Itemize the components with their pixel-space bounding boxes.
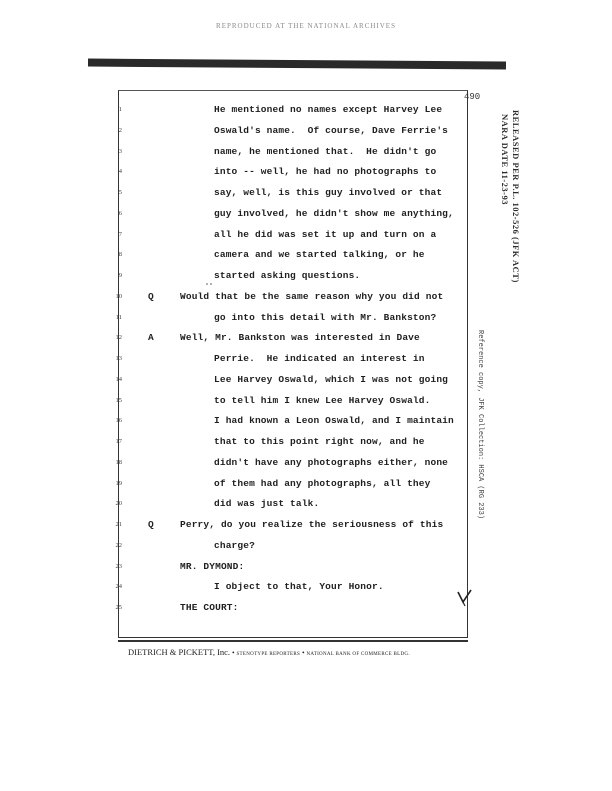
bottom-rule [118, 640, 468, 642]
transcript-line: I object to that, Your Honor. [214, 581, 384, 593]
transcript-line: MR. DYMOND: [180, 560, 245, 572]
transcript-line: go into this detail with Mr. Bankston? [214, 311, 437, 323]
transcript-line: of them had any photographs, all they [214, 477, 431, 489]
transcript-line: Perrie. He indicated an interest in [214, 353, 425, 364]
line-number: 20 [115, 500, 122, 508]
top-bar [88, 59, 506, 70]
page-number: 490 [464, 92, 481, 102]
line-number: 21 [115, 521, 122, 528]
line-number: 10 [115, 292, 122, 300]
line-number: 22 [115, 541, 122, 549]
line-number: 13 [115, 355, 122, 362]
transcript-line: say, well, is this guy involved or that [214, 187, 443, 198]
footer-separator: • [301, 648, 305, 657]
line-number: 7 [118, 230, 122, 238]
line-number: 17 [115, 438, 122, 445]
speaker-marker: Q [148, 290, 154, 302]
line-number: 16 [115, 417, 122, 425]
transcript-line: started asking questions. [214, 270, 361, 281]
line-number: 11 [115, 313, 122, 321]
transcript-line: Oswald's name. Of course, Dave Ferrie's [214, 124, 449, 136]
line-number: 2 [118, 126, 122, 134]
transcript-line: all he did was set it up and turn on a [214, 228, 437, 240]
firm-name: DIETRICH & PICKETT, Inc. [128, 647, 231, 657]
line-number: 1 [118, 106, 122, 113]
release-stamp-line2: NARA DATE 11-23-93 [500, 114, 510, 206]
transcript-line: camera and we started talking, or he [214, 249, 425, 261]
transcript-line: Perry, do you realize the seriousness of this [180, 519, 444, 530]
transcript-line: Well, Mr. Bankston was interested in Dave [180, 332, 420, 344]
footer-separator: • [231, 648, 235, 657]
transcript-line: Lee Harvey Oswald, which I was not going [214, 373, 449, 385]
margin-check-mark [456, 588, 474, 608]
line-number: 15 [115, 396, 122, 404]
line-number: 24 [115, 583, 122, 591]
transcript-line: guy involved, he didn't show me anything, [214, 207, 454, 219]
speaker-marker: A [148, 332, 154, 344]
footer-address: NATIONAL BANK OF COMMERCE BLDG. [306, 652, 410, 657]
line-number: 9 [118, 272, 122, 279]
line-number: 23 [115, 562, 122, 570]
line-number: 12 [115, 334, 122, 342]
line-number: 19 [115, 479, 122, 487]
release-stamp-line1: RELEASED PER P.L. 102-526 (JFK ACT) [511, 110, 521, 283]
reporter-footer [128, 647, 468, 657]
line-number: 18 [115, 458, 122, 466]
archive-header: REPRODUCED AT THE NATIONAL ARCHIVES [216, 22, 396, 30]
line-number: 6 [118, 209, 122, 217]
transcript-line: to tell him I knew Lee Harvey Oswald. [214, 394, 431, 406]
line-number: 3 [118, 147, 122, 155]
speaker-marker: Q [148, 519, 154, 530]
line-number: 8 [118, 251, 122, 259]
transcript-line: He mentioned no names except Harvey Lee [214, 104, 443, 115]
scan-speck [205, 273, 213, 277]
transcript-line: didn't have any photographs either, none [214, 456, 449, 468]
line-number: 14 [115, 375, 122, 383]
transcript-line: I had known a Leon Oswald, and I maintain [214, 415, 454, 427]
transcript-line: Would that be the same reason why you did not [180, 290, 444, 302]
line-number: 5 [118, 189, 122, 196]
transcript-line: did was just talk. [214, 498, 320, 510]
line-number: 4 [118, 168, 122, 176]
transcript-line: into -- well, he had no photographs to [214, 166, 437, 178]
line-number: 25 [115, 604, 122, 611]
release-stamp [500, 110, 522, 310]
transcript-line: charge? [214, 539, 255, 551]
transcript-line: name, he mentioned that. He didn't go [214, 145, 437, 157]
reference-copy-note: Reference copy, JFK Collection: HSCA (RG 233) [476, 330, 484, 520]
footer-service: STENOTYPE REPORTERS [236, 652, 301, 657]
transcript-line: THE COURT: [180, 602, 239, 613]
transcript-line: that to this point right now, and he [214, 436, 425, 447]
